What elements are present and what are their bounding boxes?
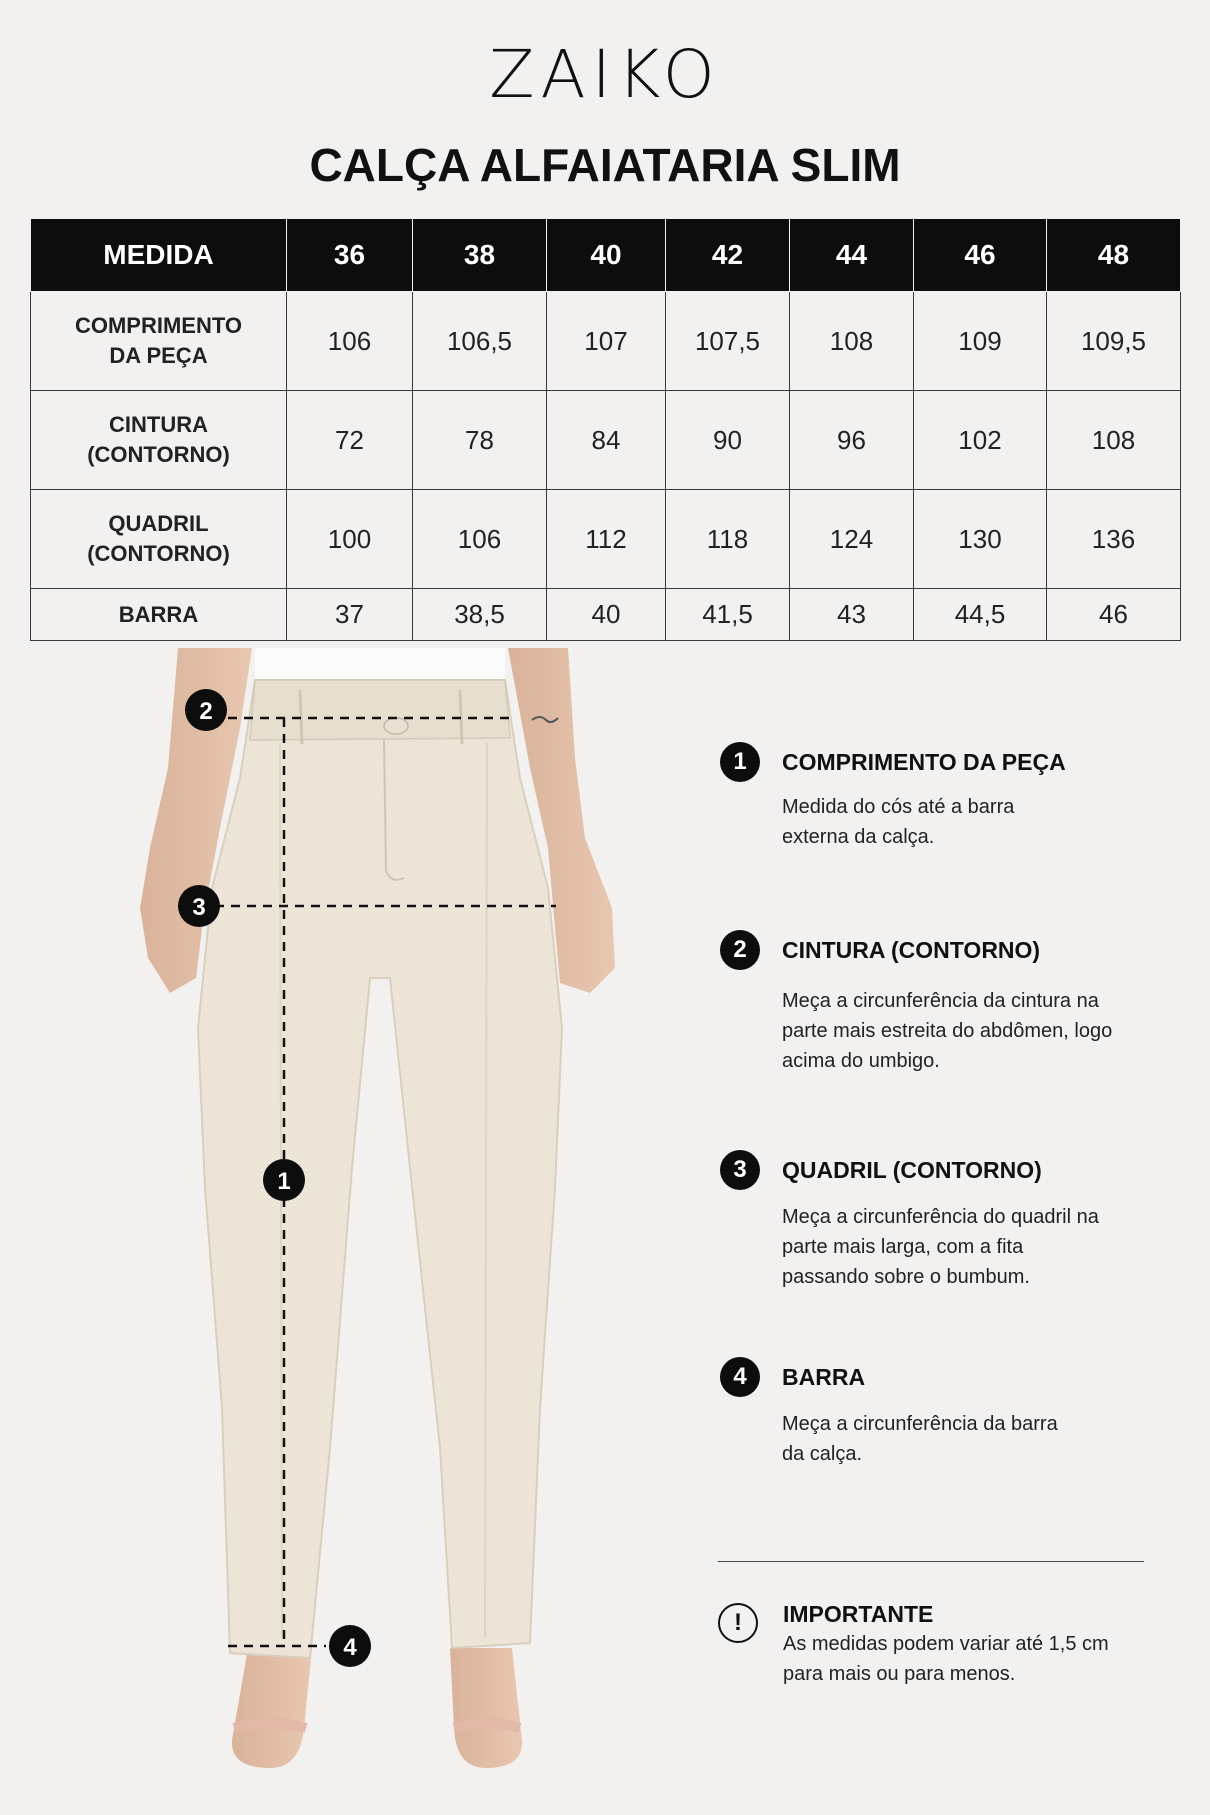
table-cell: 109 [914, 292, 1047, 391]
table-cell: 90 [666, 391, 790, 490]
header-size: 40 [547, 219, 666, 292]
table-cell: 108 [1047, 391, 1181, 490]
waistband-shape [250, 680, 510, 740]
divider [718, 1561, 1144, 1562]
marker-4 [329, 1625, 371, 1667]
table-row [31, 490, 1181, 589]
right-foot-shape [450, 1648, 522, 1768]
header-size: 36 [287, 219, 413, 292]
legend-title: BARRA [782, 1364, 866, 1390]
row-label-line: COMPRIMENTO [74, 313, 243, 338]
left-foot-shape [232, 1648, 312, 1768]
row-label-line: (CONTORNO) [87, 442, 230, 468]
sandal-strap [454, 1723, 520, 1728]
important-title: IMPORTANTE [783, 1601, 934, 1627]
table-cell: 109,5 [1047, 292, 1181, 391]
page-title: CALÇA ALFAIATARIA SLIM [309, 139, 901, 191]
legend-number: 4 [720, 1357, 760, 1397]
table-cell: 78 [413, 391, 547, 490]
table-cell: 106 [413, 490, 547, 589]
table-header-row [31, 219, 1181, 292]
table-cell: 41,5 [666, 589, 790, 641]
header-size: 42 [666, 219, 790, 292]
marker-label: 2 [199, 698, 213, 725]
table-cell: 112 [547, 490, 666, 589]
marker-label: 1 [277, 1168, 291, 1195]
table-cell: 38,5 [413, 589, 547, 641]
row-label [31, 292, 287, 391]
marker-3 [178, 885, 220, 927]
row-label [31, 589, 287, 641]
table-cell: 96 [790, 391, 914, 490]
size-table [30, 218, 1181, 641]
table-cell: 102 [914, 391, 1047, 490]
legend-title: COMPRIMENTO DA PEÇA [782, 749, 1066, 775]
marker-label: 3 [192, 894, 206, 921]
model-pants-photo [0, 648, 700, 1815]
header-medida: MEDIDA [31, 219, 287, 292]
table-cell: 108 [790, 292, 914, 391]
important-description: As medidas podem variar até 1,5 cm para mais ou para menos. [783, 1633, 1109, 1685]
table-cell: 124 [790, 490, 914, 589]
table-cell: 136 [1047, 490, 1181, 589]
row-label-line: (CONTORNO) [87, 541, 230, 567]
table-cell: 100 [287, 490, 413, 589]
sandal-strap [234, 1723, 306, 1728]
table-cell: 130 [914, 490, 1047, 589]
row-label [31, 391, 287, 490]
header-size: 48 [1047, 219, 1181, 292]
marker-2 [185, 689, 227, 731]
row-label-line: BARRA [118, 601, 199, 627]
table-cell: 43 [790, 589, 914, 641]
header-size: 38 [413, 219, 547, 292]
row-label-line: DA PEÇA [109, 343, 208, 368]
table-row [31, 589, 1181, 641]
legend-description: Meça a circunferência da cintura na parte mais estreita do abdômen, logo acima do umbigo. [782, 990, 1113, 1072]
table-cell: 44,5 [914, 589, 1047, 641]
table-cell: 37 [287, 589, 413, 641]
legend-title: CINTURA (CONTORNO) [782, 937, 1041, 963]
button-shape [384, 718, 408, 734]
table-cell: 118 [666, 490, 790, 589]
table-cell: 106,5 [413, 292, 547, 391]
exclamation-icon: ! [718, 1603, 758, 1643]
legend-description: Medida do cós até a barra externa da calça. [782, 796, 1015, 848]
table-cell: 40 [547, 589, 666, 641]
row-label [31, 490, 287, 589]
table-cell: 107 [547, 292, 666, 391]
shirt-shape [255, 648, 505, 684]
brand-logo: ZAIKO [489, 36, 721, 113]
pants-shape [198, 680, 562, 1658]
header-size: 44 [790, 219, 914, 292]
legend-number: 2 [720, 930, 760, 970]
table-cell: 107,5 [666, 292, 790, 391]
row-label-line: CINTURA [109, 412, 208, 438]
table-row [31, 292, 1181, 391]
table-cell: 84 [547, 391, 666, 490]
table-cell: 72 [287, 391, 413, 490]
row-label-line: QUADRIL [108, 511, 209, 537]
table-cell: 106 [287, 292, 413, 391]
legend-description: Meça a circunferência da barra da calça. [782, 1413, 1058, 1465]
table-row [31, 391, 1181, 490]
marker-1 [263, 1159, 305, 1201]
legend-title: QUADRIL (CONTORNO) [782, 1157, 1042, 1183]
legend-number: 1 [720, 742, 760, 782]
legend-description: Meça a circunferência do quadril na parte mais larga, com a fita passando sobre o bumbum. [782, 1206, 1099, 1288]
marker-label: 4 [343, 1634, 357, 1661]
legend-number: 3 [720, 1150, 760, 1190]
table-cell: 46 [1047, 589, 1181, 641]
header-size: 46 [914, 219, 1047, 292]
